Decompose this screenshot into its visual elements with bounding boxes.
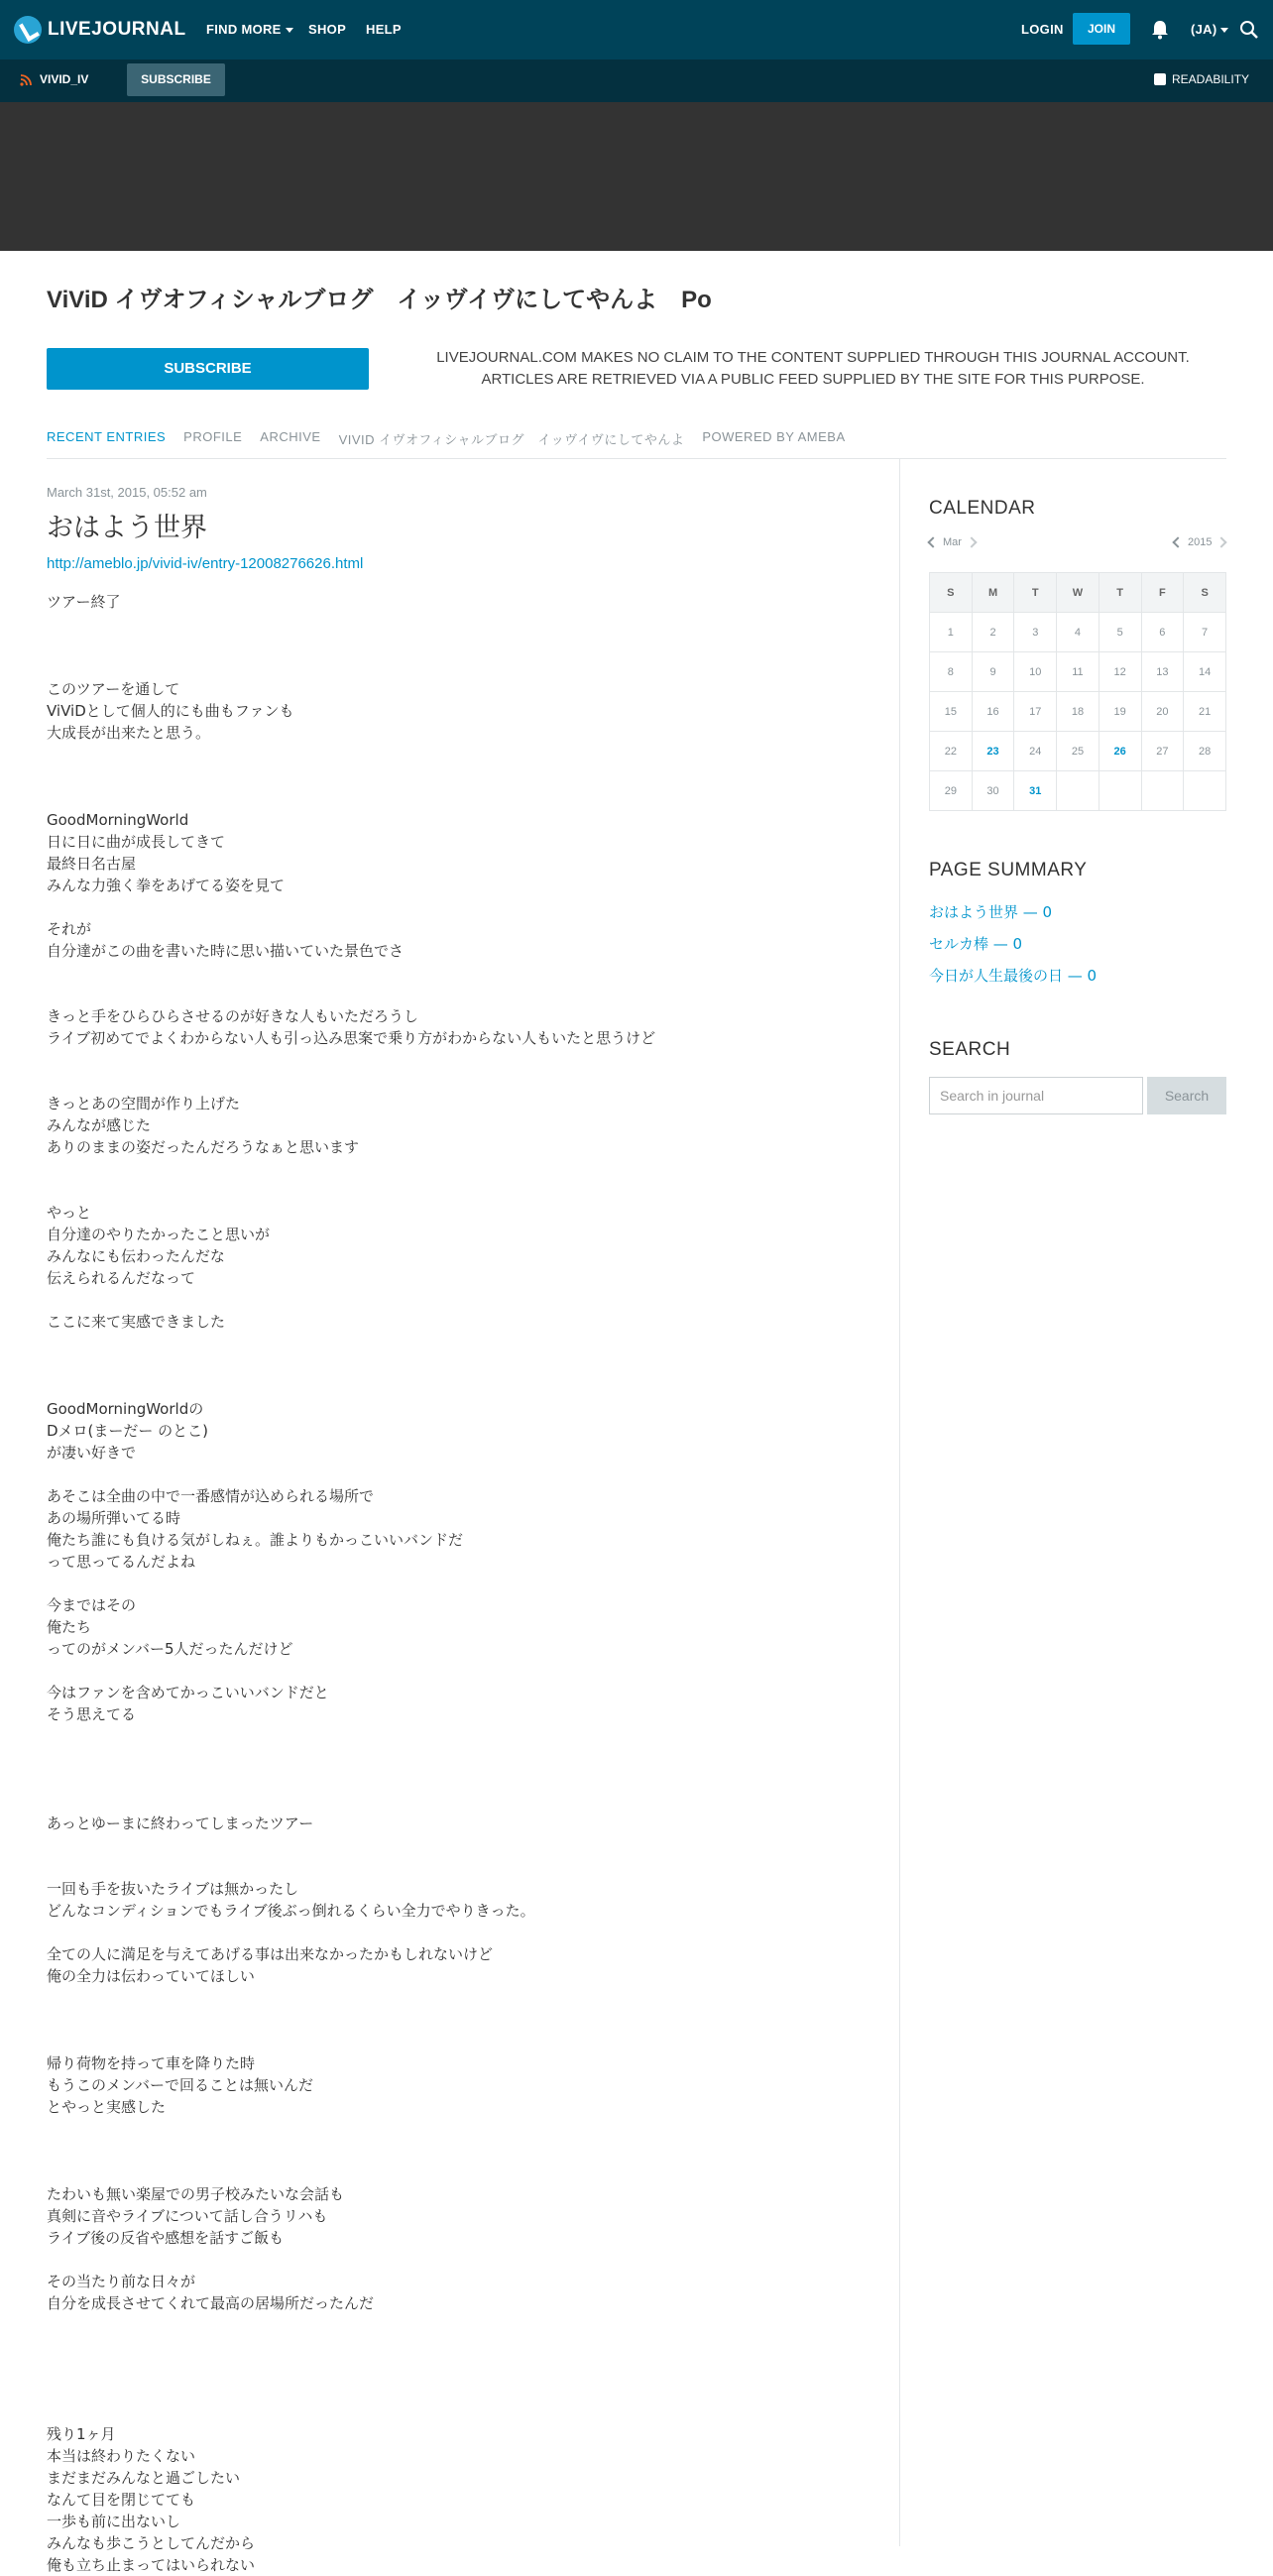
calendar-day: 5 — [1099, 613, 1141, 652]
entry-line: たわいも無い楽屋での男子校みたいな会話も — [47, 2185, 345, 2203]
entry-line — [47, 765, 860, 787]
entry-line: なんて目を閉じてても — [47, 2491, 196, 2509]
find-more-menu[interactable] — [206, 22, 293, 37]
entry-line: 俺たち誰にも負ける気がしねぇ。誰よりもかっこいいバンドだ — [47, 1531, 464, 1549]
entry-line — [47, 1922, 860, 1943]
page-summary-list — [929, 896, 1097, 992]
calendar-day: 15 — [930, 692, 973, 732]
weekday-label: F — [1141, 573, 1184, 613]
weekday-label: T — [1014, 573, 1057, 613]
weekday-label: T — [1099, 573, 1141, 613]
entry-line: ここに来て実感できました — [47, 1313, 226, 1331]
entry-line: そう思えてる — [47, 1705, 137, 1723]
search-heading: SEARCH — [929, 1039, 1011, 1060]
entry-line — [47, 2140, 860, 2162]
find-more-label: FIND MORE — [206, 22, 282, 37]
entry-line: 俺も立ち止まってはいられない — [47, 2556, 256, 2574]
entry-line — [47, 2162, 860, 2183]
calendar-day: 14 — [1184, 652, 1226, 692]
entry-date: March 31st, 2015, 05:52 am — [47, 485, 207, 500]
entry-line: ありのままの姿だったんだろうなぁと思います — [47, 1138, 360, 1156]
login-link[interactable]: LOGIN — [1021, 22, 1064, 37]
tab-profile[interactable]: PROFILE — [183, 429, 243, 444]
entry-line — [47, 1747, 860, 1769]
entry-line — [47, 613, 860, 635]
entry-line — [47, 1071, 860, 1093]
weekday-label: S — [930, 573, 973, 613]
entry-line: ライブ初めてでよくわからない人も引っ込み思案で乗り方がわからない人もいたと思うけど — [47, 1029, 656, 1047]
entry-line — [47, 787, 860, 809]
entry-line: Dメロ(まーだー のとこ) — [47, 1422, 209, 1440]
calendar-week — [930, 692, 1226, 732]
tab-archive[interactable]: ARCHIVE — [260, 429, 321, 444]
entry-line: もうこのメンバーで回ることは無いんだ — [47, 2076, 313, 2094]
entry-line — [47, 2031, 860, 2052]
entry-line — [47, 1464, 860, 1485]
entry-line: 最終日名古屋 — [47, 855, 137, 873]
calendar-day: 2 — [972, 613, 1014, 652]
calendar-day: 16 — [972, 692, 1014, 732]
help-link[interactable]: HELP — [366, 22, 402, 37]
calendar-day: 4 — [1057, 613, 1099, 652]
entry-line — [47, 2401, 860, 2423]
entry-line: が凄い好きで — [47, 1444, 137, 1462]
readability-label: READABILITY — [1172, 72, 1250, 86]
tab-recent-entries[interactable]: RECENT ENTRIES — [47, 429, 167, 444]
entry-line: その当たり前な日々が — [47, 2273, 196, 2290]
join-button[interactable]: JOIN — [1073, 13, 1130, 45]
calendar-day: 12 — [1099, 652, 1141, 692]
bell-icon[interactable] — [1151, 20, 1169, 40]
calendar-day: 13 — [1141, 652, 1184, 692]
entry-line: みんなにも伝わったんだな — [47, 1247, 225, 1265]
entry-line: きっとあの空間が作り上げた — [47, 1095, 241, 1112]
entry-line: GoodMorningWorldの — [47, 1400, 204, 1418]
calendar-day: 30 — [972, 771, 1014, 811]
journal-tabs — [47, 429, 864, 448]
entry-line: ViViDとして個人的にも曲もファンも — [47, 702, 294, 720]
calendar-week — [930, 613, 1226, 652]
chevron-left-icon[interactable] — [1172, 536, 1183, 547]
calendar-day: 28 — [1184, 732, 1226, 771]
calendar-day[interactable]: 23 — [972, 732, 1014, 771]
logo-text: LIVEJOURNAL — [48, 19, 186, 40]
entry-title[interactable]: おはよう世界 — [47, 513, 207, 543]
entry-line — [47, 1180, 860, 1202]
entry-line: 本当は終わりたくない — [47, 2447, 196, 2465]
entry-line — [47, 1725, 860, 1747]
entry-line: 今まではその — [47, 1596, 137, 1614]
readability-toggle[interactable] — [1154, 72, 1249, 86]
calendar-day: 7 — [1184, 613, 1226, 652]
calendar-day: 22 — [930, 732, 973, 771]
chevron-down-icon — [286, 28, 293, 33]
entry-line — [47, 1660, 860, 1682]
journal-username[interactable]: VIVID_IV — [40, 72, 89, 86]
entry-line: とやっと実感した — [47, 2098, 167, 2116]
entry-line: 日に日に曲が成長してきて — [47, 833, 226, 851]
calendar-day[interactable]: 26 — [1099, 732, 1141, 771]
summary-item[interactable]: セルカ棒 — 0 — [929, 935, 1023, 953]
calendar-day: 18 — [1057, 692, 1099, 732]
entry-line — [47, 2009, 860, 2031]
entry-line — [47, 2358, 860, 2380]
entry-line: やっと — [47, 1204, 92, 1222]
entry-line — [47, 1856, 860, 1878]
entry-line: 全ての人に満足を与えてあげる事は出来なかったかもしれないけど — [47, 1945, 494, 1963]
entry-line — [47, 744, 860, 765]
summary-item[interactable]: 今日が人生最後の日 — 0 — [929, 967, 1098, 985]
entry-line — [47, 1573, 860, 1594]
entry-line: 大成長が出来たと思う。 — [47, 724, 211, 742]
disclaimer — [416, 347, 1210, 391]
entry-line: あっとゆーまに終わってしまったツアー — [47, 1815, 314, 1832]
calendar-day: 11 — [1057, 652, 1099, 692]
entry-line: 俺たち — [47, 1618, 92, 1636]
tab-journal-name[interactable]: VIVID イヴオフィシャルブログ イッヴイヴにしてやんよ — [338, 432, 685, 447]
entry-line — [47, 896, 860, 918]
entry-line — [47, 2336, 860, 2358]
entry-line: GoodMorningWorld — [47, 811, 189, 829]
entry-line: 一歩も前に出ないし — [47, 2513, 181, 2530]
chevron-right-icon[interactable] — [1216, 536, 1227, 547]
calendar-day: 17 — [1014, 692, 1057, 732]
calendar-empty-cell — [1099, 771, 1141, 811]
calendar-week — [930, 771, 1226, 811]
entry-line: 伝えられるんだなって — [47, 1269, 196, 1287]
entry-line — [47, 962, 860, 984]
entry-line: このツアーを通して — [47, 680, 180, 698]
entry-line — [47, 1376, 860, 1398]
entry-line: って思ってるんだよね — [47, 1553, 196, 1571]
entry-line — [47, 1769, 860, 1791]
calendar-day: 20 — [1141, 692, 1184, 732]
chevron-right-icon[interactable] — [966, 536, 977, 547]
entry-line: 今はファンを含めてかっこいいバンドだと — [47, 1684, 329, 1701]
calendar-weekday-row — [930, 573, 1226, 613]
weekday-label: S — [1184, 573, 1226, 613]
entry-line — [47, 1049, 860, 1071]
entry-line — [47, 1289, 860, 1311]
entry-line — [47, 1834, 860, 1856]
summary-item[interactable]: おはよう世界 — 0 — [929, 903, 1053, 921]
tabs-divider — [47, 458, 1226, 459]
entry-line: 自分を成長させてくれて最高の居場所だったんだ — [47, 2294, 375, 2312]
search-icon[interactable] — [1239, 20, 1259, 40]
journal-title[interactable]: ViViD イヴオフィシャルブログ イッヴイヴにしてやんよ Po — [47, 287, 712, 313]
calendar-empty-cell — [1057, 771, 1099, 811]
calendar-day: 8 — [930, 652, 973, 692]
language-menu[interactable] — [1191, 22, 1228, 37]
entry-line — [47, 1791, 860, 1813]
livejournal-logo[interactable] — [14, 16, 186, 44]
entry-line: 自分達のやりたかったこと思いが — [47, 1226, 271, 1243]
weekday-label: W — [1057, 573, 1099, 613]
entry-line: 俺の全力は伝わっていてほしい — [47, 1967, 255, 1985]
entry-line — [47, 1333, 860, 1354]
page-summary-heading: PAGE SUMMARY — [929, 860, 1088, 880]
entry-body — [47, 591, 860, 2576]
calendar-day: 10 — [1014, 652, 1057, 692]
entry-line: それが — [47, 920, 92, 938]
entry-line — [47, 1158, 860, 1180]
calendar-day: 1 — [930, 613, 973, 652]
entry-line — [47, 2118, 860, 2140]
calendar-day: 25 — [1057, 732, 1099, 771]
calendar-grid — [929, 572, 1226, 811]
calendar-empty-cell — [1141, 771, 1184, 811]
calendar-heading: CALENDAR — [929, 498, 1036, 519]
entry-line: あそこは全曲の中で一番感情が込められる場所で — [47, 1487, 375, 1505]
calendar-week — [930, 652, 1226, 692]
calendar-day: 3 — [1014, 613, 1057, 652]
calendar-day: 9 — [972, 652, 1014, 692]
entry-line: 一回も手を抜いたライブは無かったし — [47, 1880, 299, 1898]
calendar-day: 27 — [1141, 732, 1184, 771]
entry-line — [47, 2314, 860, 2336]
entry-line: 自分達がこの曲を書いた時に思い描いていた景色でさ — [47, 942, 405, 960]
chevron-left-icon[interactable] — [927, 536, 938, 547]
calendar-month: Mar — [943, 536, 962, 548]
entry-line — [47, 1354, 860, 1376]
journal-banner — [0, 102, 1273, 251]
calendar-day[interactable]: 31 — [1014, 771, 1057, 811]
calendar-day: 6 — [1141, 613, 1184, 652]
calendar-empty-cell — [1184, 771, 1226, 811]
entry-line: ツアー終了 — [47, 593, 121, 611]
entry-line — [47, 1987, 860, 2009]
livejournal-logo-icon — [14, 16, 42, 44]
journal-search-input[interactable]: Search in journal — [929, 1077, 1143, 1114]
entry-line: どんなコンディションでもライブ後ぶっ倒れるくらい全力でやりきった。 — [47, 1902, 535, 1920]
language-label: (JA) — [1191, 22, 1217, 37]
readability-checkbox[interactable] — [1154, 73, 1166, 85]
entry-line: みんなが感じた — [47, 1116, 152, 1134]
disclaimer-line-1: LIVEJOURNAL.COM MAKES NO CLAIM TO THE CONTENT SUPPLIED THROUGH THIS JOURNAL ACCOUNT. — [436, 349, 1190, 366]
month-nav[interactable] — [929, 536, 976, 548]
entry-line: あの場所弾いてる時 — [47, 1509, 181, 1527]
weekday-label: M — [972, 573, 1014, 613]
entry-line: 残り1ヶ月 — [47, 2425, 116, 2443]
entry-line: まだまだみんなと過ごしたい — [47, 2469, 241, 2487]
shop-link[interactable]: SHOP — [308, 22, 347, 37]
entry-line — [47, 656, 860, 678]
column-divider — [899, 459, 900, 2546]
calendar-day: 24 — [1014, 732, 1057, 771]
subbar-subscribe-button[interactable]: SUBSCRIBE — [127, 63, 225, 96]
entry-line: 帰り荷物を持って車を降りた時 — [47, 2054, 256, 2072]
entry-source-link[interactable]: http://ameblo.jp/vivid-iv/entry-12008276626.html — [47, 555, 364, 572]
entry-line — [47, 635, 860, 656]
calendar-day: 21 — [1184, 692, 1226, 732]
calendar-day: 29 — [930, 771, 973, 811]
search-button[interactable]: Search — [1147, 1077, 1226, 1114]
entry-line — [47, 2249, 860, 2271]
chevron-down-icon — [1220, 28, 1228, 33]
entry-line — [47, 2380, 860, 2401]
calendar-year: 2015 — [1188, 536, 1213, 548]
entry-line: みんな力強く拳をあげてる姿を見て — [47, 877, 286, 894]
entry-line: ライブ後の反省や感想を話すご飯も — [47, 2229, 285, 2247]
entry-line: みんなも歩こうとしてんだから — [47, 2534, 256, 2552]
tab-powered-by-ameba[interactable]: POWERED BY AMEBA — [702, 429, 846, 444]
year-nav[interactable] — [1174, 536, 1225, 548]
calendar-day: 19 — [1099, 692, 1141, 732]
rss-icon[interactable] — [20, 74, 32, 86]
entry-line — [47, 984, 860, 1005]
calendar-week — [930, 732, 1226, 771]
disclaimer-line-2: ARTICLES ARE RETRIEVED VIA A PUBLIC FEED SUPPLIED BY THE SITE FOR THIS PURPOSE. — [481, 371, 1145, 388]
subscribe-button[interactable]: SUBSCRIBE — [47, 348, 369, 390]
entry-line: 真剣に音やライブについて話し合うリハも — [47, 2207, 328, 2225]
entry-line: きっと手をひらひらさせるのが好きな人もいただろうし — [47, 1007, 419, 1025]
entry-line: ってのがメンバー5人だったんだけど — [47, 1640, 293, 1658]
